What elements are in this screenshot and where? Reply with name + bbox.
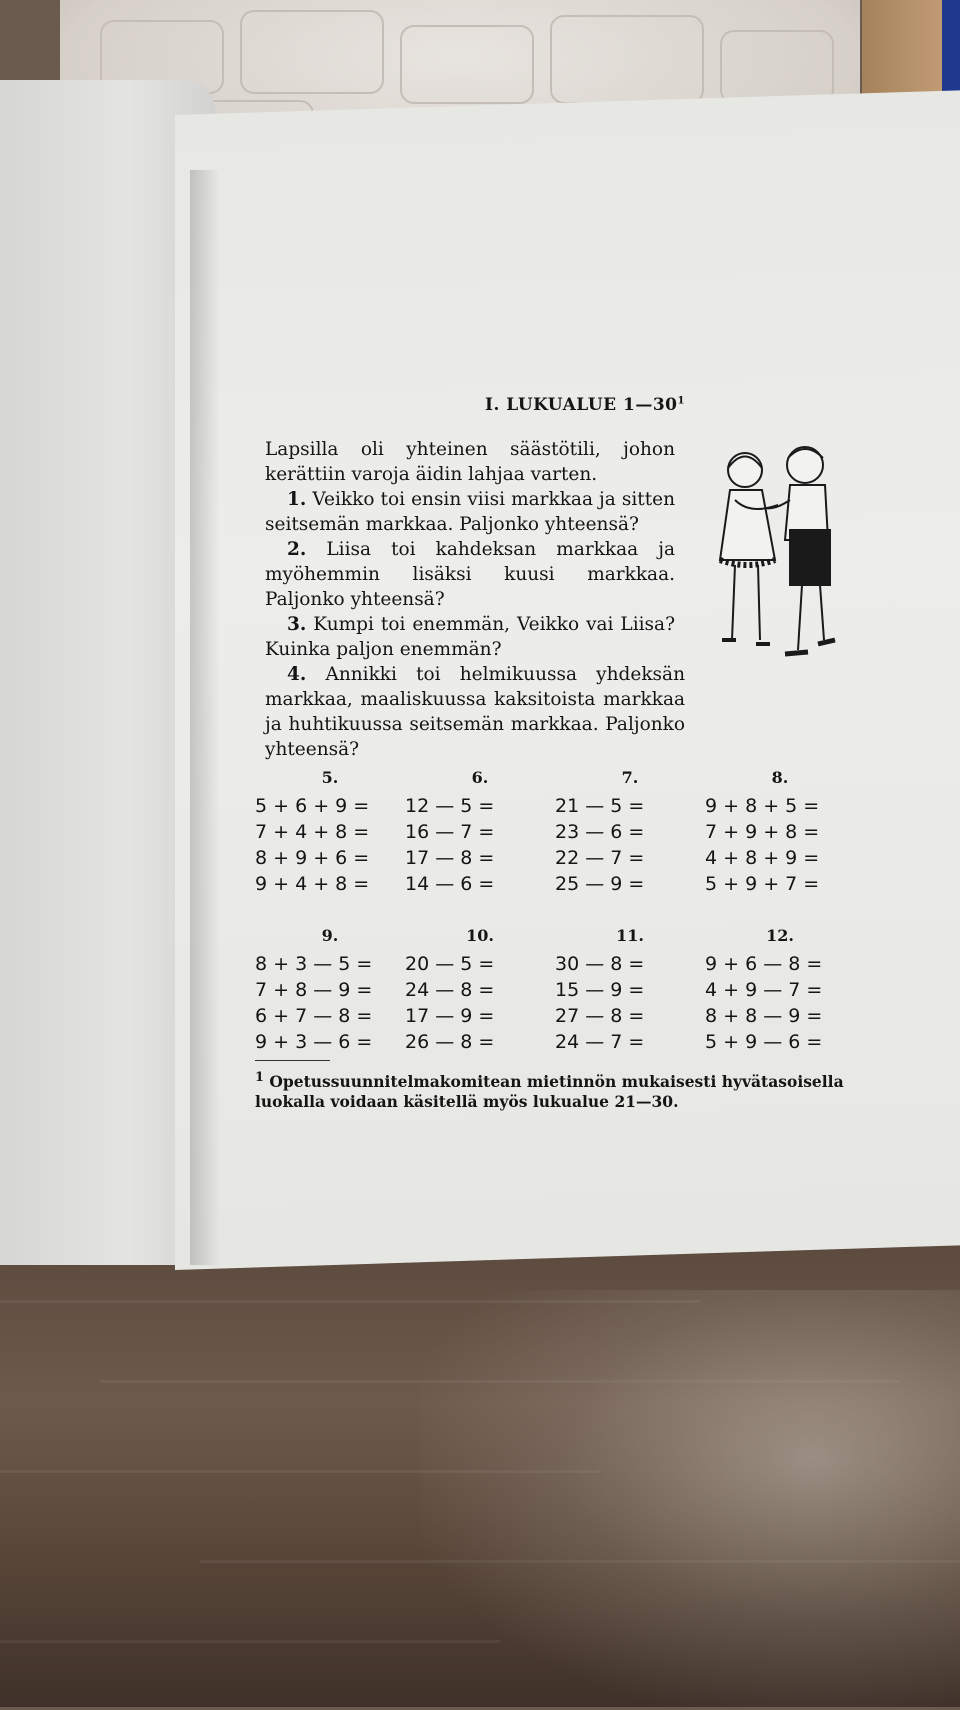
footnote xyxy=(255,1068,855,1112)
exercise-number: 8. xyxy=(771,768,789,787)
exercise-10 xyxy=(405,926,555,1055)
equation: 9 + 4 + 8 = xyxy=(255,873,370,895)
equation: 7 + 9 + 8 = xyxy=(705,821,820,843)
exercise-number: 10. xyxy=(466,926,494,945)
equation: 17 — 8 = xyxy=(405,847,495,869)
chapter-title xyxy=(305,395,865,415)
equation: 30 — 8 = xyxy=(555,953,645,975)
equation: 15 — 9 = xyxy=(555,979,645,1001)
equation: 25 — 9 = xyxy=(555,873,645,895)
exercise-5 xyxy=(255,768,405,897)
problem-number: 4. xyxy=(287,664,307,685)
problem-number: 1. xyxy=(287,489,307,510)
equation: 20 — 5 = xyxy=(405,953,495,975)
problem-4 xyxy=(265,662,685,762)
exercise-number: 5. xyxy=(321,768,339,787)
equation: 8 + 8 — 9 = xyxy=(705,1005,823,1027)
equation: 23 — 6 = xyxy=(555,821,645,843)
equation: 8 + 3 — 5 = xyxy=(255,953,373,975)
equation: 24 — 7 = xyxy=(555,1031,645,1053)
exercise-9 xyxy=(255,926,405,1055)
equation: 9 + 8 + 5 = xyxy=(705,795,820,817)
equation: 14 — 6 = xyxy=(405,873,495,895)
problem-number: 2. xyxy=(287,539,307,560)
equation: 17 — 9 = xyxy=(405,1005,495,1027)
problem-3 xyxy=(265,612,675,662)
equation: 5 + 9 + 7 = xyxy=(705,873,820,895)
intro-paragraph: Lapsilla oli yhteinen säästötili, johon kerättiin varoja äidin lahjaa varten. xyxy=(265,439,675,485)
equation: 16 — 7 = xyxy=(405,821,495,843)
exercise-number: 12. xyxy=(766,926,794,945)
book-gutter xyxy=(190,170,220,1265)
exercise-11 xyxy=(555,926,705,1055)
equation: 21 — 5 = xyxy=(555,795,645,817)
exercise-number: 7. xyxy=(621,768,639,787)
footnote-mark: 1 xyxy=(255,1070,264,1085)
equation: 7 + 8 — 9 = xyxy=(255,979,373,1001)
footnote-rule xyxy=(255,1060,330,1061)
exercise-number: 6. xyxy=(471,768,489,787)
equation: 9 + 6 — 8 = xyxy=(705,953,823,975)
children-illustration xyxy=(690,440,870,700)
exercise-12 xyxy=(705,926,855,1055)
problem-2 xyxy=(265,537,675,612)
equation: 5 + 6 + 9 = xyxy=(255,795,370,817)
equation: 24 — 8 = xyxy=(405,979,495,1001)
problem-text: Kumpi toi enemmän, Veikko vai Liisa? Kuinka paljon enemmän? xyxy=(265,614,675,660)
equation: 12 — 5 = xyxy=(405,795,495,817)
exercise-grid-row-2 xyxy=(255,926,855,1055)
problem-number: 3. xyxy=(287,614,307,635)
exercise-6 xyxy=(405,768,555,897)
equation: 4 + 9 — 7 = xyxy=(705,979,823,1001)
title-footnote-mark: 1 xyxy=(677,395,685,407)
equation: 7 + 4 + 8 = xyxy=(255,821,370,843)
problem-1 xyxy=(265,487,675,537)
exercise-8 xyxy=(705,768,855,897)
equation: 22 — 7 = xyxy=(555,847,645,869)
equation: 8 + 9 + 6 = xyxy=(255,847,370,869)
equation: 4 + 8 + 9 = xyxy=(705,847,820,869)
light-reflection xyxy=(420,1290,960,1710)
equation: 27 — 8 = xyxy=(555,1005,645,1027)
equation: 6 + 7 — 8 = xyxy=(255,1005,373,1027)
exercise-grid-row-1 xyxy=(255,768,855,897)
problem-text: Liisa toi kahdeksan markkaa ja myöhemmin lisäksi kuusi markkaa. Paljonko yhteensä? xyxy=(265,539,675,610)
equation: 5 + 9 — 6 = xyxy=(705,1031,823,1053)
problem-text: Annikki toi helmikuussa yhdeksän markkaa, maaliskuussa kaksitoista markkaa ja huhtikuussa seitsemän markkaa. Paljonko yhteensä? xyxy=(265,664,685,760)
equation: 26 — 8 = xyxy=(405,1031,495,1053)
exercise-number: 11. xyxy=(616,926,644,945)
footnote-text: Opetussuunnitelmakomitean mietinnön mukaisesti hyvätasoisella luokalla voidaan käsitellä myös lukualue 21—30. xyxy=(255,1072,844,1112)
chapter-title-text: I. LUKUALUE 1—30 xyxy=(485,395,678,415)
exercise-number: 9. xyxy=(321,926,339,945)
equation: 9 + 3 — 6 = xyxy=(255,1031,373,1053)
exercise-7 xyxy=(555,768,705,897)
problem-text: Veikko toi ensin viisi markkaa ja sitten seitsemän markkaa. Paljonko yhteensä? xyxy=(265,489,675,535)
